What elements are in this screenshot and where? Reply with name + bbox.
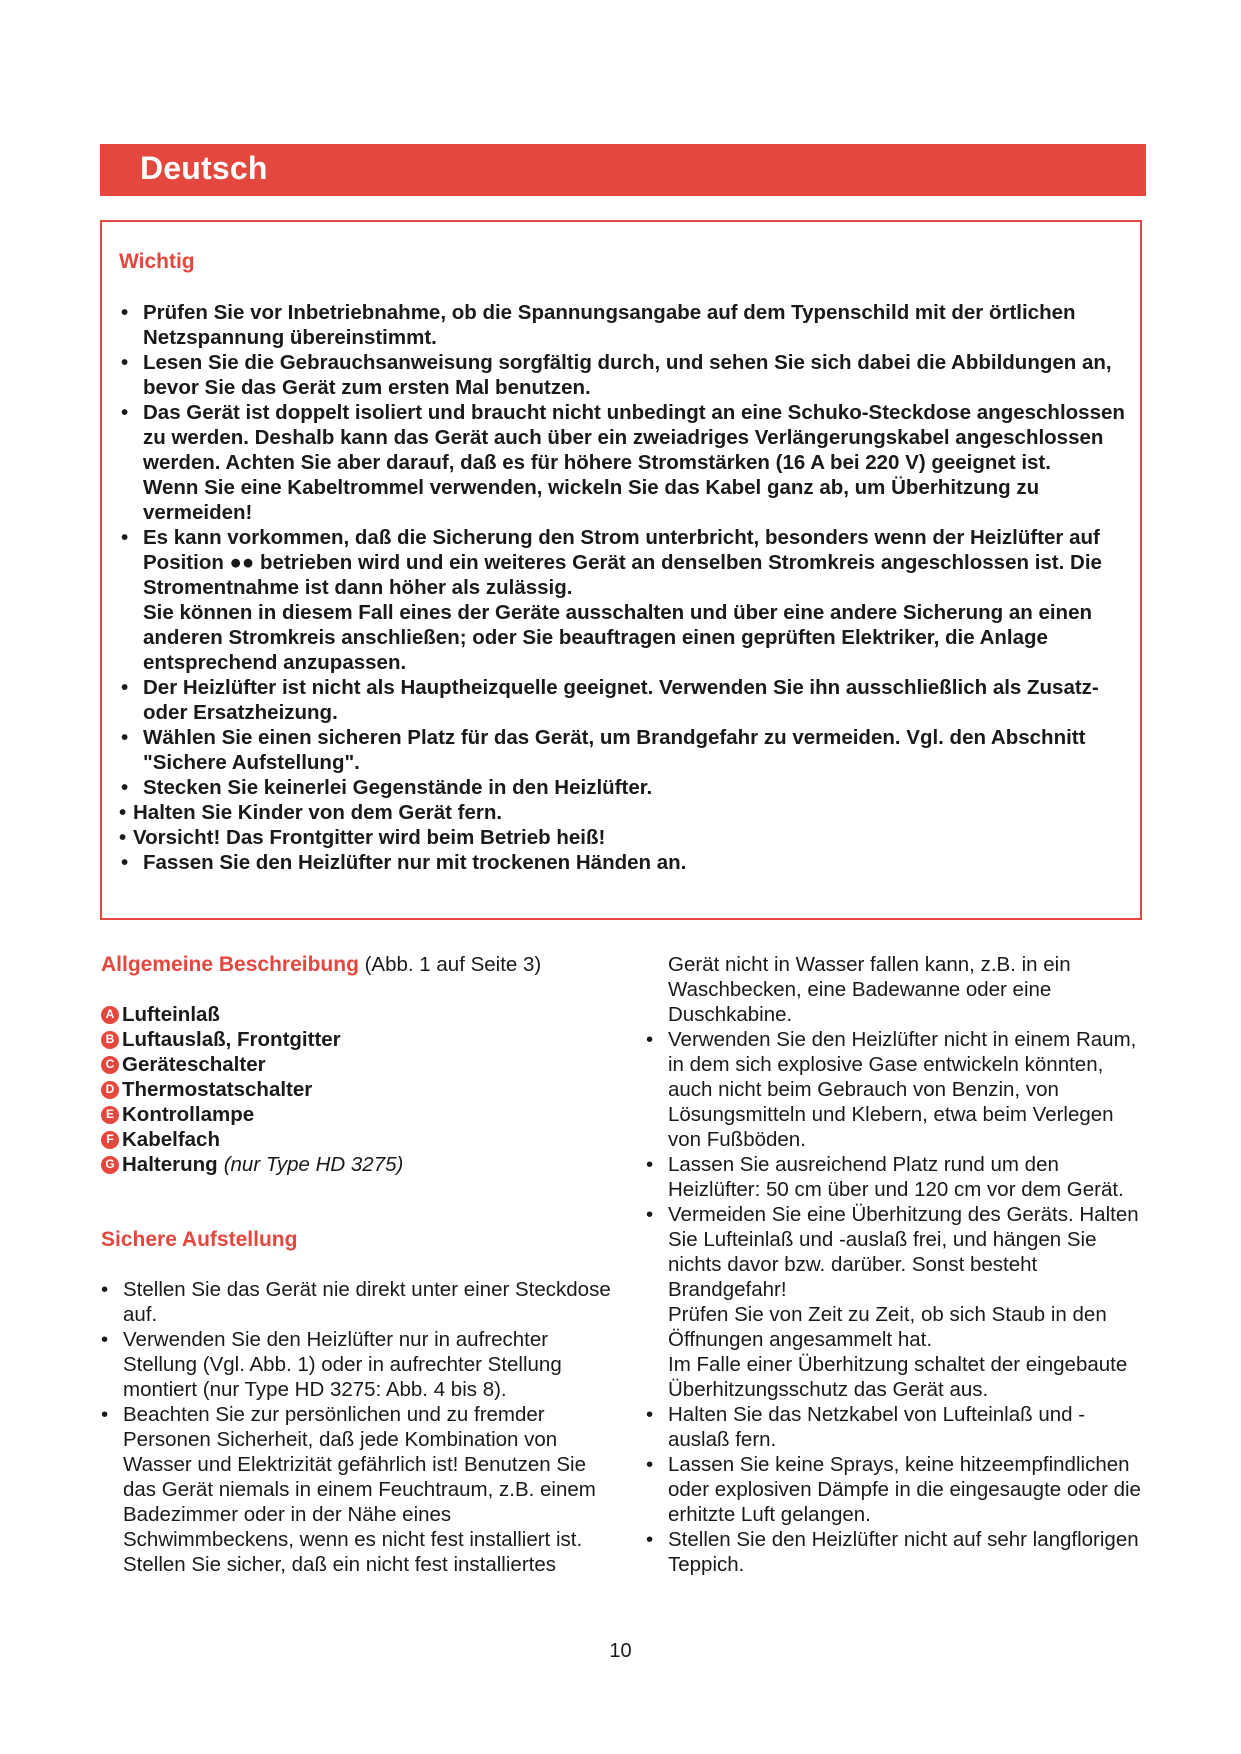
list-item: • Vorsicht! Das Frontgitter wird beim Betrieb heiß!	[119, 825, 1129, 850]
list-item: • Es kann vorkommen, daß die Sicherung den Strom unterbricht, besonders wenn der Heizlüfter auf Position ●● betrieben wird und ein weiteres Gerät an denselben Stromkreis angeschlossen ist. Die Stromentnahme ist dann höher als zulässig. Sie können in diesem Fall eines der Geräte ausschalten und über eine andere Sicherung an einen anderen Stromkreis anschließen; oder Sie beauftragen einen geprüften Elektriker, die Anlage entsprechend anzupassen.	[119, 525, 1129, 675]
part-item: B Luftauslaß, Frontgitter	[101, 1027, 621, 1052]
list-item: • Lassen Sie keine Sprays, keine hitzeempfindlichen oder explosiven Dämpfe in die eingesaugte oder die erhitzte Luft gelangen.	[644, 1452, 1144, 1527]
page-number: 10	[609, 1640, 632, 1662]
list-item: • Fassen Sie den Heizlüfter nur mit trockenen Händen an.	[119, 850, 1129, 875]
list-item: • Vermeiden Sie eine Überhitzung des Geräts. Halten Sie Lufteinlaß und -auslaß frei, und hängen Sie nichts davor bzw. darüber. Sonst besteht Brandgefahr! Prüfen Sie von Zeit zu Zeit, ob sich Staub in den Öffnungen angesammelt hat. Im Falle einer Überhitzung schaltet der eingebaute Überhitzungsschutz das Gerät aus.	[644, 1202, 1144, 1402]
letter-badge-icon: E	[101, 1106, 119, 1124]
right-column	[644, 952, 1144, 1577]
list-item: • Verwenden Sie den Heizlüfter nur in aufrechter Stellung (Vgl. Abb. 1) oder in aufrechter Stellung montiert (nur Type HD 3275: Abb. 4 bis 8).	[101, 1327, 621, 1402]
list-item: • Halten Sie das Netzkabel von Lufteinlaß und -auslaß fern.	[644, 1402, 1144, 1452]
letter-badge-icon: F	[101, 1131, 119, 1149]
letter-badge-icon: D	[101, 1081, 119, 1099]
part-item: A Lufteinlaß	[101, 1002, 621, 1027]
description-heading	[101, 952, 621, 977]
list-item: • Verwenden Sie den Heizlüfter nicht in einem Raum, in dem sich explosive Gase entwickeln könnten, auch nicht beim Gebrauch von Benzin, von Lösungsmitteln und Klebern, etwa beim Verlegen von Fußböden.	[644, 1027, 1144, 1152]
letter-badge-icon: C	[101, 1056, 119, 1074]
important-box	[100, 220, 1142, 920]
list-item: • Der Heizlüfter ist nicht als Hauptheizquelle geeignet. Verwenden Sie ihn ausschließlich als Zusatz- oder Ersatzheizung.	[119, 675, 1129, 725]
left-column	[101, 952, 621, 1577]
list-item: • Stellen Sie das Gerät nie direkt unter einer Steckdose auf.	[101, 1277, 621, 1327]
part-item: D Thermostatschalter	[101, 1077, 621, 1102]
language-title: Deutsch	[140, 150, 268, 186]
letter-badge-icon: G	[101, 1156, 119, 1174]
list-item: • Halten Sie Kinder von dem Gerät fern.	[119, 800, 1129, 825]
list-item: • Prüfen Sie vor Inbetriebnahme, ob die Spannungsangabe auf dem Typenschild mit der örtlichen Netzspannung übereinstimmt.	[119, 300, 1129, 350]
part-item: C Geräteschalter	[101, 1052, 621, 1077]
letter-badge-icon: B	[101, 1031, 119, 1049]
list-item: • Stellen Sie den Heizlüfter nicht auf sehr langflorigen Teppich.	[644, 1527, 1144, 1577]
parts-list	[101, 1002, 621, 1177]
part-item: G Halterung (nur Type HD 3275)	[101, 1152, 621, 1177]
list-item: • Beachten Sie zur persönlichen und zu fremder Personen Sicherheit, daß jede Kombination von Wasser und Elektrizität gefährlich ist! Benutzen Sie das Gerät niemals in einem Feuchtraum, z.B. einem Badezimmer oder in der Nähe eines Schwimmbeckens, wenn es nicht fest installiert ist. Stellen Sie sicher, daß ein nicht fest installiertes	[101, 1402, 621, 1577]
safety-title: Sichere Aufstellung	[101, 1228, 298, 1251]
list-item: • Stecken Sie keinerlei Gegenstände in den Heizlüfter.	[119, 775, 1129, 800]
language-header-bar	[100, 144, 1146, 196]
letter-badge-icon: A	[101, 1006, 119, 1024]
safety-list-right	[644, 1027, 1144, 1577]
important-heading: Wichtig	[119, 250, 195, 273]
list-item: • Wählen Sie einen sicheren Platz für das Gerät, um Brandgefahr zu vermeiden. Vgl. den Abschnitt "Sichere Aufstellung".	[119, 725, 1129, 775]
part-item: E Kontrollampe	[101, 1102, 621, 1127]
important-list	[119, 300, 1129, 875]
description-note: (Abb. 1 auf Seite 3)	[364, 953, 542, 976]
list-item: • Lassen Sie ausreichend Platz rund um den Heizlüfter: 50 cm über und 120 cm vor dem Gerät.	[644, 1152, 1144, 1202]
safety-list-left	[101, 1277, 621, 1577]
continued-text: Gerät nicht in Wasser fallen kann, z.B. in ein Waschbecken, eine Badewanne oder eine Duschkabine.	[668, 953, 1071, 1026]
list-item: • Lesen Sie die Gebrauchsanweisung sorgfältig durch, und sehen Sie sich dabei die Abbildungen an, bevor Sie das Gerät zum ersten Mal benutzen.	[119, 350, 1129, 400]
list-item: • Das Gerät ist doppelt isoliert und braucht nicht unbedingt an eine Schuko-Steckdose angeschlossen zu werden. Deshalb kann das Gerät auch über ein zweiadriges Verlängerungskabel angeschlossen werden. Achten Sie aber darauf, daß es für höhere Stromstärken (16 A bei 220 V) geeignet ist. Wenn Sie eine Kabeltrommel verwenden, wickeln Sie das Kabel ganz ab, um Überhitzung zu vermeiden!	[119, 400, 1129, 525]
part-note: (nur Type HD 3275)	[223, 1153, 404, 1176]
description-title: Allgemeine Beschreibung	[101, 953, 359, 976]
part-item: F Kabelfach	[101, 1127, 621, 1152]
